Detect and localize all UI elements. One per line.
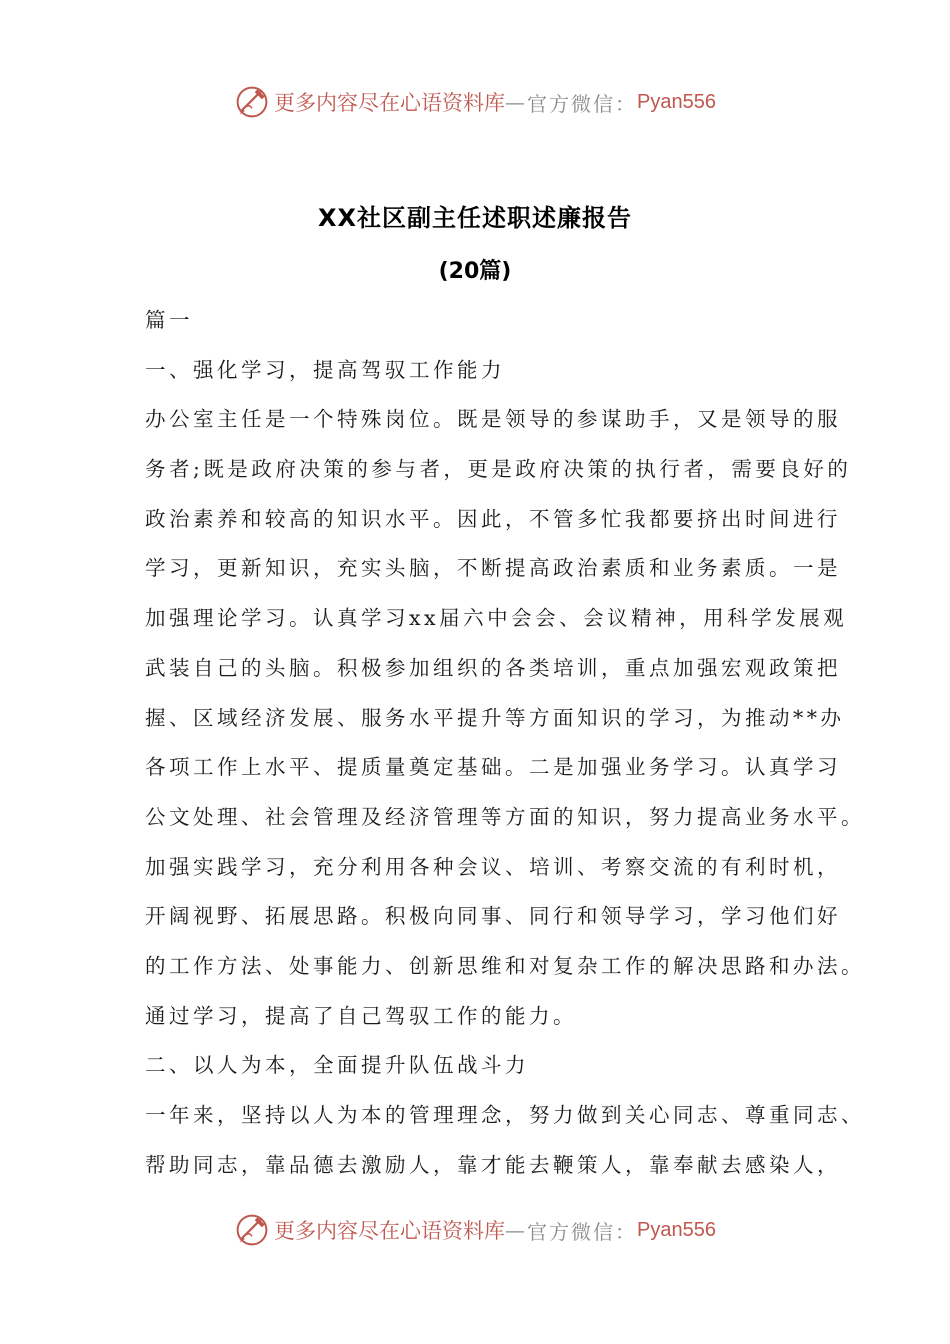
pen-logo-icon: [234, 1212, 270, 1248]
body-line: 各项工作上水平、提质量奠定基础。二是加强业务学习。认真学习: [145, 755, 841, 780]
watermark-brand: 更多内容尽在心语资料库: [274, 91, 506, 115]
footer-watermark: [0, 1208, 950, 1252]
body-line: 一年来，坚持以人为本的管理理念，努力做到关心同志、尊重同志、: [145, 1103, 865, 1127]
body-line: 学习，更新知识，充实头脑，不断提高政治素质和业务素质。一是: [145, 556, 841, 581]
body-line: 的工作方法、处事能力、创新思维和对复杂工作的解决思路和办法。: [145, 953, 865, 978]
watermark-brand: 更多内容尽在心语资料库: [274, 1219, 506, 1243]
pen-logo-icon: [234, 84, 270, 120]
body-line: 通过学习，提高了自己驾驭工作的能力。: [145, 1003, 577, 1028]
body-line: 政治素养和较高的知识水平。因此，不管多忙我都要挤出时间进行: [145, 506, 841, 531]
heading-1: 一、强化学习，提高驾驭工作能力: [145, 357, 505, 382]
document-subtitle: (20篇): [438, 259, 512, 284]
watermark-dash: —: [505, 90, 528, 114]
body-line: 帮助同志，靠品德去激励人，靠才能去鞭策人，靠奉献去感染人，: [145, 1152, 841, 1177]
body-line: 办公室主任是一个特殊岗位。既是领导的参谋助手，又是领导的服: [145, 407, 841, 432]
document-title: XX社区副主任述职述廉报告: [317, 204, 632, 232]
body-line: 开阔视野、拓展思路。积极向同事、同行和领导学习，学习他们好: [145, 904, 841, 929]
body-line: 务者;既是政府决策的参与者，更是政府决策的执行者，需要良好的: [145, 457, 852, 482]
section-label: 篇一: [145, 308, 193, 332]
body-line: 公文处理、社会管理及经济管理等方面的知识，努力提高业务水平。: [145, 804, 865, 829]
document-body: [145, 296, 865, 1190]
body-line: 加强理论学习。认真学习xx届六中会会、会议精神，用科学发展观: [145, 606, 848, 631]
watermark-wechat-id: Pyan556: [637, 90, 716, 113]
body-line: 加强实践学习，充分利用各种会议、培训、考察交流的有利时机，: [145, 854, 841, 879]
watermark-wechat-id: Pyan556: [637, 1218, 716, 1241]
watermark-official: 官方微信：: [527, 91, 638, 116]
watermark-official: 官方微信：: [527, 1219, 638, 1244]
heading-2: 二、以人为本，全面提升队伍战斗力: [145, 1053, 529, 1078]
body-line: 武装自己的头脑。积极参加组织的各类培训，重点加强宏观政策把: [145, 655, 841, 680]
watermark-dash: —: [505, 1218, 528, 1242]
header-watermark: [0, 80, 950, 124]
body-line: 握、区域经济发展、服务水平提升等方面知识的学习，为推动**办: [145, 705, 845, 730]
